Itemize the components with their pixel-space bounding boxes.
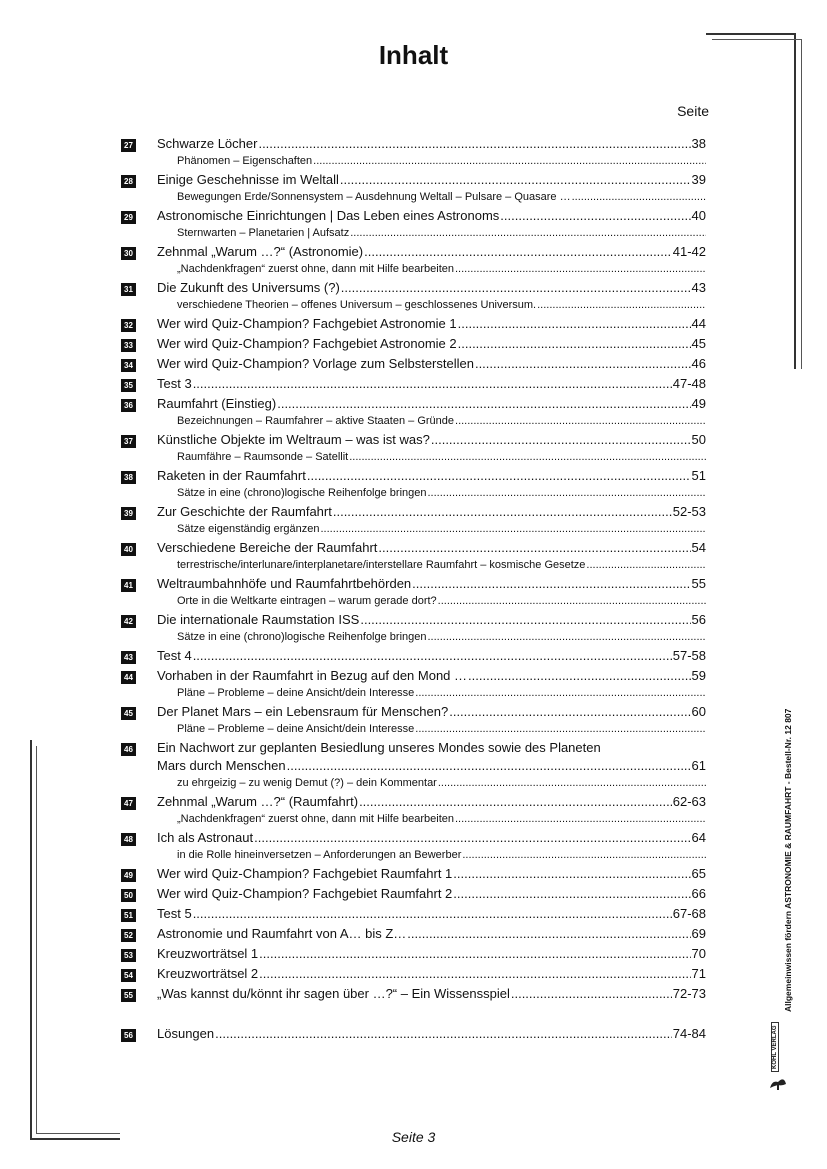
entry-subtitle-line [177, 847, 706, 863]
dot-leader [350, 225, 706, 241]
table-of-contents [120, 133, 706, 1043]
entry-title: Kreuzworträtsel 1 [157, 946, 259, 961]
dot-leader [415, 721, 706, 737]
dot-leader [341, 279, 691, 297]
entry-page: 59 [691, 668, 706, 683]
toc-entry [120, 335, 706, 353]
dot-leader [259, 945, 690, 963]
toc-entry [120, 171, 706, 205]
entry-page: 62-63 [672, 794, 706, 809]
entry-subtitle-line [177, 521, 706, 537]
entry-subtitle-line [177, 225, 706, 241]
toc-entry [120, 243, 706, 277]
entry-page: 71 [691, 966, 706, 981]
toc-entry [120, 945, 706, 963]
dot-leader [333, 503, 672, 521]
dot-leader [359, 793, 672, 811]
chapter-number: 45 [121, 707, 136, 720]
entry-subtitle: Sätze in eine (chrono)logische Reihenfolge bringen [177, 487, 427, 499]
entry-line [157, 905, 706, 923]
chapter-number: 29 [121, 211, 136, 224]
entry-title: Einige Geschehnisse im Weltall [157, 172, 339, 187]
entry-title: Die Zukunft des Universums (?) [157, 280, 340, 295]
toc-entry [120, 611, 706, 645]
dot-leader [254, 829, 690, 847]
toc-entry [120, 1025, 706, 1043]
entry-subtitle-line [177, 297, 706, 313]
dot-leader [407, 925, 690, 943]
entry-title: Test 5 [157, 906, 192, 921]
dot-leader [586, 557, 706, 573]
entry-subtitle: zu ehrgeizig – zu wenig Demut (?) – dein Kommentar [177, 777, 437, 789]
entry-line [157, 395, 706, 413]
chapter-number: 32 [121, 319, 136, 332]
entry-line [157, 135, 706, 153]
entry-page: 54 [691, 540, 706, 555]
entry-subtitle-line [177, 629, 706, 645]
dot-leader [572, 189, 706, 205]
dot-leader [453, 885, 690, 903]
entry-subtitle-line [177, 557, 706, 573]
page-footer: Seite 3 [391, 1129, 436, 1145]
entry-title: Wer wird Quiz-Champion? Fachgebiet Astronomie 2 [157, 336, 457, 351]
chapter-number: 44 [121, 671, 136, 684]
entry-line [157, 667, 706, 685]
entry-line [157, 925, 706, 943]
toc-entry [120, 865, 706, 883]
dot-leader [449, 703, 690, 721]
entry-line [157, 171, 706, 189]
entry-page: 52-53 [672, 504, 706, 519]
entry-page: 61 [691, 758, 706, 773]
entry-title: Wer wird Quiz-Champion? Fachgebiet Raumfahrt 1 [157, 866, 453, 881]
dot-leader [537, 297, 706, 313]
entry-line [157, 1025, 706, 1043]
entry-subtitle-line [177, 153, 706, 169]
dot-leader [412, 575, 690, 593]
entry-subtitle-line [177, 189, 706, 205]
entry-page: 40 [691, 208, 706, 223]
entry-subtitle-line [177, 413, 706, 429]
toc-entry [120, 467, 706, 501]
chapter-number: 33 [121, 339, 136, 352]
entry-title: Zehnmal „Warum …?“ (Astronomie) [157, 244, 364, 259]
dot-leader [428, 629, 707, 645]
dot-leader [215, 1025, 672, 1043]
chapter-number: 28 [121, 175, 136, 188]
entry-title: Raketen in der Raumfahrt [157, 468, 306, 483]
chapter-number: 53 [121, 949, 136, 962]
entry-line [157, 207, 706, 225]
dot-leader [453, 865, 690, 883]
entry-page: 50 [691, 432, 706, 447]
entry-subtitle-line [177, 261, 706, 277]
entry-page: 60 [691, 704, 706, 719]
entry-page: 39 [691, 172, 706, 187]
dot-leader [321, 521, 707, 537]
toc-entry [120, 431, 706, 465]
dot-leader [313, 153, 706, 169]
entry-title: Zur Geschichte der Raumfahrt [157, 504, 332, 519]
chapter-number: 27 [121, 139, 136, 152]
chapter-number: 41 [121, 579, 136, 592]
dot-leader [349, 449, 706, 465]
entry-page: 74-84 [672, 1026, 706, 1041]
toc-entry [120, 885, 706, 903]
dot-leader [307, 467, 691, 485]
entry-subtitle: Sternwarten – Planetarien | Aufsatz [177, 227, 350, 239]
entry-title-line: Ein Nachwort zur geplanten Besiedlung unseres Mondes sowie des Planeten [157, 740, 601, 755]
entry-title: Zehnmal „Warum …?“ (Raumfahrt) [157, 794, 359, 809]
corner-frame-bottom-left-inner [36, 746, 120, 1134]
entry-subtitle: verschiedene Theorien – offenes Universum – geschlossenes Universum. [177, 299, 537, 311]
entry-subtitle: Pläne – Probleme – deine Ansicht/dein Interesse [177, 687, 415, 699]
toc-entry [120, 905, 706, 923]
entry-page: 38 [691, 136, 706, 151]
entry-title: Test 3 [157, 376, 192, 391]
entry-line [157, 611, 706, 629]
entry-title: Weltraumbahnhöfe und Raumfahrtbehörden [157, 576, 412, 591]
entry-subtitle-line [177, 811, 706, 827]
chapter-number: 49 [121, 869, 136, 882]
entry-page: 51 [691, 468, 706, 483]
toc-entry [120, 207, 706, 241]
chapter-number: 55 [121, 989, 136, 1002]
chapter-number: 38 [121, 471, 136, 484]
entry-page: 46 [691, 356, 706, 371]
dot-leader [468, 667, 691, 685]
tree-logo-icon [768, 1074, 788, 1090]
entry-page: 45 [691, 336, 706, 351]
toc-entry [120, 539, 706, 573]
entry-subtitle: Sätze eigenständig ergänzen [177, 523, 320, 535]
entry-page: 57-58 [672, 648, 706, 663]
entry-page: 55 [691, 576, 706, 591]
toc-entry [120, 135, 706, 169]
entry-line [157, 757, 706, 775]
entry-title: Raumfahrt (Einstieg) [157, 396, 277, 411]
entry-page: 44 [691, 316, 706, 331]
dot-leader [438, 775, 706, 791]
entry-line [157, 965, 706, 983]
chapter-number: 51 [121, 909, 136, 922]
entry-line [157, 793, 706, 811]
dot-leader [455, 811, 706, 827]
entry-page: 65 [691, 866, 706, 881]
chapter-number: 43 [121, 651, 136, 664]
entry-subtitle-line [177, 449, 706, 465]
toc-entry [120, 647, 706, 665]
entry-line [157, 375, 706, 393]
entry-subtitle: „Nachdenkfragen“ zuerst ohne, dann mit Hilfe bearbeiten [177, 263, 454, 275]
dot-leader [287, 757, 691, 775]
entry-page: 49 [691, 396, 706, 411]
logo-text: KOHL VERLAG [771, 1022, 779, 1072]
toc-entry [120, 315, 706, 333]
entry-page: 43 [691, 280, 706, 295]
entry-subtitle: terrestrische/interlunare/interplanetare/interstellare Raumfahrt – kosmische Gesetze [177, 559, 586, 571]
entry-line [157, 985, 706, 1003]
dot-leader [458, 335, 691, 353]
chapter-number: 54 [121, 969, 136, 982]
entry-line [157, 243, 706, 261]
dot-leader [475, 355, 691, 373]
entry-subtitle-line [177, 485, 706, 501]
dot-leader [500, 207, 690, 225]
chapter-number: 39 [121, 507, 136, 520]
entry-line [157, 885, 706, 903]
dot-leader [277, 395, 690, 413]
chapter-number: 48 [121, 833, 136, 846]
entry-title: Wer wird Quiz-Champion? Fachgebiet Astronomie 1 [157, 316, 457, 331]
dot-leader [378, 539, 690, 557]
entry-page: 69 [691, 926, 706, 941]
entry-line [157, 467, 706, 485]
dot-leader [193, 375, 672, 393]
dot-leader [438, 593, 706, 609]
entry-page: 67-68 [672, 906, 706, 921]
toc-entry [120, 965, 706, 983]
toc-entry [120, 829, 706, 863]
entry-title: Kreuzworträtsel 2 [157, 966, 259, 981]
toc-entry [120, 395, 706, 429]
entry-subtitle: Bewegungen Erde/Sonnensystem – Ausdehnung Weltall – Pulsare – Quasare … [177, 191, 571, 203]
dot-leader [458, 315, 691, 333]
entry-line [157, 945, 706, 963]
entry-title: Verschiedene Bereiche der Raumfahrt [157, 540, 378, 555]
entry-subtitle-line [177, 593, 706, 609]
toc-entry [120, 575, 706, 609]
entry-subtitle: Sätze in eine (chrono)logische Reihenfolge bringen [177, 631, 427, 643]
dot-leader [431, 431, 691, 449]
entry-page: 66 [691, 886, 706, 901]
entry-line [157, 703, 706, 721]
dot-leader [455, 413, 706, 429]
entry-page: 70 [691, 946, 706, 961]
entry-page: 56 [691, 612, 706, 627]
entry-title: Ich als Astronaut [157, 830, 254, 845]
entry-title: Test 4 [157, 648, 192, 663]
chapter-number: 30 [121, 247, 136, 260]
toc-entry [120, 739, 706, 791]
entry-title: Lösungen [157, 1026, 215, 1041]
dot-leader [455, 261, 706, 277]
entry-line [157, 503, 706, 521]
entry-title: Wer wird Quiz-Champion? Fachgebiet Raumfahrt 2 [157, 886, 453, 901]
entry-title: Die internationale Raumstation ISS [157, 612, 360, 627]
entry-subtitle: Phänomen – Eigenschaften [177, 155, 313, 167]
chapter-number: 37 [121, 435, 136, 448]
entry-line [157, 431, 706, 449]
toc-entry [120, 793, 706, 827]
dot-leader [415, 685, 706, 701]
toc-entry [120, 985, 706, 1003]
chapter-number: 50 [121, 889, 136, 902]
entry-page: 72-73 [672, 986, 706, 1001]
toc-entry [120, 703, 706, 737]
entry-title: „Was kannst du/könnt ihr sagen über …?“ – Ein Wissensspiel [157, 986, 510, 1001]
chapter-number: 36 [121, 399, 136, 412]
toc-entry [120, 355, 706, 373]
chapter-number: 47 [121, 797, 136, 810]
entry-title: Wer wird Quiz-Champion? Vorlage zum Selbsterstellen [157, 356, 474, 371]
entry-line [157, 315, 706, 333]
entry-line [157, 647, 706, 665]
entry-line [157, 865, 706, 883]
dot-leader [364, 243, 672, 261]
entry-title: Astronomie und Raumfahrt von A… bis Z… [157, 926, 407, 941]
corner-frame-top-right-inner [712, 39, 802, 369]
entry-line [157, 355, 706, 373]
chapter-number: 52 [121, 929, 136, 942]
publisher-side-text: Allgemeinwissen fördern ASTRONOMIE & RAUMFAHRT - Bestell-Nr. 12 807 [783, 708, 793, 1012]
entry-subtitle: Bezeichnungen – Raumfahrer – aktive Staaten – Gründe [177, 415, 455, 427]
chapter-number: 31 [121, 283, 136, 296]
entry-page: 64 [691, 830, 706, 845]
toc-entry [120, 503, 706, 537]
entry-subtitle-line [177, 721, 706, 737]
entry-subtitle: in die Rolle hineinversetzen – Anforderungen an Bewerber [177, 849, 462, 861]
entry-title: Astronomische Einrichtungen | Das Leben eines Astronoms [157, 208, 500, 223]
chapter-number: 46 [121, 743, 136, 756]
entry-page: 47-48 [672, 376, 706, 391]
entry-line [157, 829, 706, 847]
publisher-logo [768, 1025, 798, 1090]
toc-entry [120, 375, 706, 393]
entry-subtitle: „Nachdenkfragen“ zuerst ohne, dann mit Hilfe bearbeiten [177, 813, 454, 825]
entry-line [157, 539, 706, 557]
dot-leader [360, 611, 690, 629]
dot-leader [258, 135, 690, 153]
toc-entry [120, 279, 706, 313]
dot-leader [511, 985, 672, 1003]
chapter-number: 42 [121, 615, 136, 628]
entry-subtitle: Raumfähre – Raumsonde – Satellit [177, 451, 349, 463]
dot-leader [340, 171, 691, 189]
page-title: Inhalt [378, 40, 449, 70]
entry-subtitle-line [177, 685, 706, 701]
dot-leader [193, 905, 672, 923]
entry-title: Vorhaben in der Raumfahrt in Bezug auf den Mond … [157, 668, 468, 683]
entry-line [157, 575, 706, 593]
entry-page: 41-42 [672, 244, 706, 259]
page-column-header: Seite [677, 103, 709, 119]
chapter-number: 40 [121, 543, 136, 556]
toc-entry [120, 925, 706, 943]
chapter-number: 56 [121, 1029, 136, 1042]
entry-title: Schwarze Löcher [157, 136, 258, 151]
entry-subtitle: Orte in die Weltkarte eintragen – warum gerade dort? [177, 595, 437, 607]
entry-title: Mars durch Menschen [157, 758, 286, 773]
entry-subtitle: Pläne – Probleme – deine Ansicht/dein Interesse [177, 723, 415, 735]
dot-leader [259, 965, 690, 983]
entry-subtitle-line [177, 775, 706, 791]
entry-line [157, 335, 706, 353]
entry-title: Der Planet Mars – ein Lebensraum für Menschen? [157, 704, 449, 719]
entry-line [157, 279, 706, 297]
chapter-number: 35 [121, 379, 136, 392]
entry-title: Künstliche Objekte im Weltraum – was ist was? [157, 432, 430, 447]
dot-leader [193, 647, 672, 665]
dot-leader [428, 485, 707, 501]
toc-entry [120, 667, 706, 701]
chapter-number: 34 [121, 359, 136, 372]
dot-leader [462, 847, 706, 863]
